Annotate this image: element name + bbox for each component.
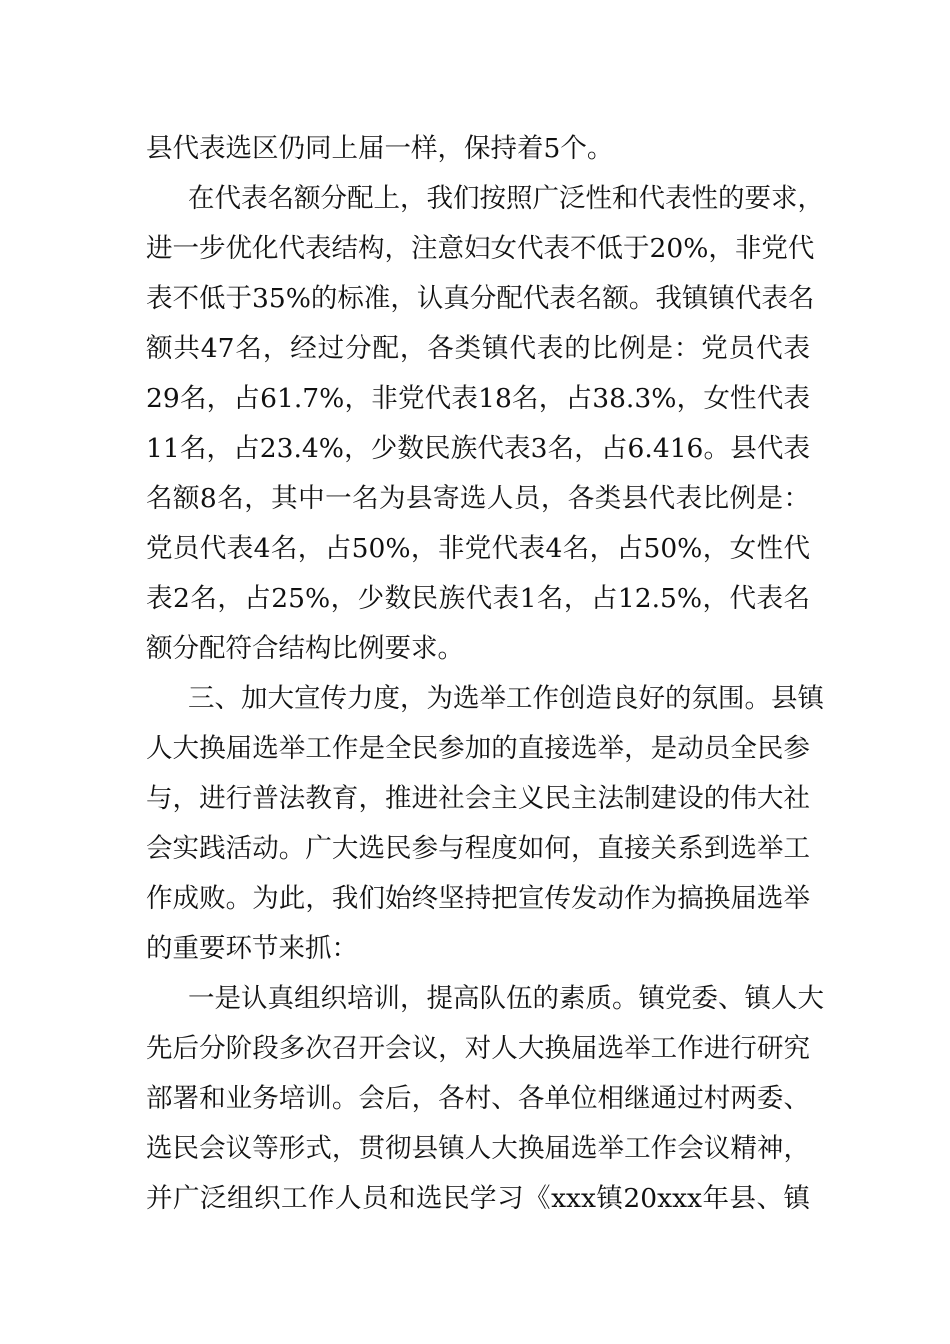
paragraph-line: 与，进行普法教育，推进社会主义民主法制建设的伟大社 xyxy=(146,783,810,814)
paragraph-line: 县代表选区仍同上届一样，保持着5个。 xyxy=(146,133,614,164)
paragraph-line: 名额8名，其中一名为县寄选人员，各类县代表比例是： xyxy=(146,483,810,514)
paragraph-line: 先后分阶段多次召开会议，对人大换届选举工作进行研究 xyxy=(146,1033,810,1064)
paragraph-line: 一是认真组织培训，提高队伍的素质。镇党委、镇人大 xyxy=(188,983,824,1014)
paragraph-line: 人大换届选举工作是全民参加的直接选举，是动员全民参 xyxy=(146,733,810,764)
paragraph-line: 党员代表4名，占50%，非党代表4名，占50%，女性代 xyxy=(146,533,810,564)
paragraph-line: 表不低于35%的标准，认真分配代表名额。我镇镇代表名 xyxy=(146,283,815,314)
paragraph-line: 表2名，占25%，少数民族代表1名，占12.5%，代表名 xyxy=(146,583,810,614)
paragraph-line: 额分配符合结构比例要求。 xyxy=(146,633,464,664)
paragraph-line: 的重要环节来抓： xyxy=(146,933,358,964)
paragraph-line: 并广泛组织工作人员和选民学习《xxx镇20xxx年县、镇 xyxy=(146,1183,810,1214)
paragraph-line: 会实践活动。广大选民参与程度如何，直接关系到选举工 xyxy=(146,833,810,864)
paragraph-line: 作成败。为此，我们始终坚持把宣传发动作为搞换届选举 xyxy=(146,883,810,914)
body-text xyxy=(146,124,824,1224)
paragraph-line: 进一步优化代表结构，注意妇女代表不低于20%，非党代 xyxy=(146,233,815,264)
paragraph-line: 三、加大宣传力度，为选举工作创造良好的氛围。县镇 xyxy=(188,683,824,714)
paragraph-line: 额共47名，经过分配，各类镇代表的比例是：党员代表 xyxy=(146,333,810,364)
paragraph-line: 部署和业务培训。会后，各村、各单位相继通过村两委、 xyxy=(146,1083,810,1114)
paragraph-line: 在代表名额分配上，我们按照广泛性和代表性的要求， xyxy=(188,183,824,214)
paragraph-line: 11名，占23.4%，少数民族代表3名，占6.416。县代表 xyxy=(146,433,810,464)
paragraph-line: 选民会议等形式，贯彻县镇人大换届选举工作会议精神， xyxy=(146,1133,810,1164)
paragraph-line: 29名，占61.7%，非党代表18名，占38.3%，女性代表 xyxy=(146,383,810,414)
